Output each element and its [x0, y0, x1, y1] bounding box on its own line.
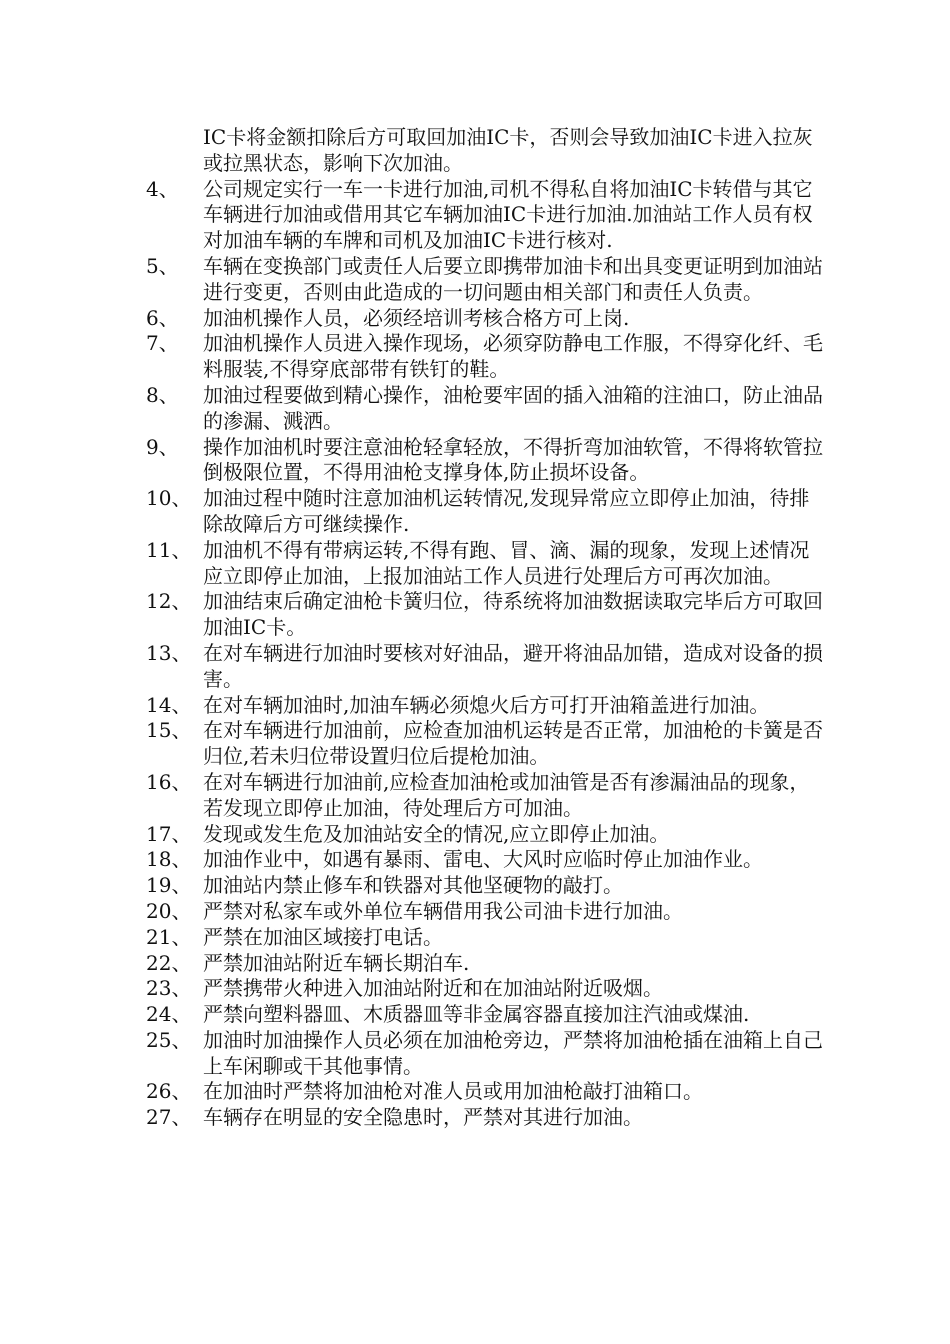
list-item-text: 加油结束后确定油枪卡簧归位，待系统将加油数据读取完毕后方可取回加油IC卡。	[203, 589, 823, 640]
list-item-number: 27、	[146, 1105, 192, 1130]
list-item	[146, 383, 826, 435]
list-item-number: 17、	[146, 821, 192, 846]
list-item-text: 加油过程要做到精心操作，油枪要牢固的插入油箱的注油口，防止油品的渗漏、溅洒。	[203, 382, 823, 433]
list-item-text: 加油站内禁止修车和铁器对其他坚硬物的敲打。	[203, 873, 623, 898]
list-item-number: 18、	[146, 847, 192, 872]
document-body	[146, 125, 826, 1131]
list-item-number: 14、	[146, 692, 192, 717]
list-item	[146, 177, 826, 254]
list-item	[146, 822, 826, 848]
list-item-number: 6、	[146, 305, 179, 330]
list-item-number: 4、	[146, 176, 179, 201]
list-item-number: 20、	[146, 898, 192, 923]
list-item-text: 在加油时严禁将加油枪对准人员或用加油枪敲打油箱口。	[203, 1079, 703, 1104]
list-item-text: 严禁加油站附近车辆长期泊车.	[203, 950, 470, 975]
list-item-text: 操作加油机时要注意油枪轻拿轻放，不得折弯加油软管，不得将软管拉倒极限位置，不得用油枪支撑身体,防止损坏设备。	[203, 434, 823, 485]
list-item	[146, 873, 826, 899]
list-item	[146, 847, 826, 873]
list-item	[146, 306, 826, 332]
list-item	[146, 770, 826, 822]
list-item-text: 车辆在变换部门或责任人后要立即携带加油卡和出具变更证明到加油站进行变更，否则由此造成的一切问题由相关部门和责任人负责。	[203, 253, 823, 304]
list-item-number: 23、	[146, 976, 192, 1001]
list-item-text: 严禁对私家车或外单位车辆借用我公司油卡进行加油。	[203, 898, 683, 923]
list-item	[146, 976, 826, 1002]
list-item-text: 加油机不得有带病运转,不得有跑、冒、滴、漏的现象，发现上述情况应立即停止加油，上报加油站工作人员进行处理后方可再次加油。	[203, 537, 810, 588]
list-item	[146, 693, 826, 719]
list-item-number: 11、	[146, 537, 192, 562]
list-item-text: 加油时加油操作人员必须在加油枪旁边，严禁将加油枪插在油箱上自己上车闲聊或干其他事情。	[203, 1027, 823, 1078]
list-item-text: 严禁在加油区域接打电话。	[203, 924, 443, 949]
list-item-text: 加油机操作人员进入操作现场，必须穿防静电工作服，不得穿化纤、毛料服装,不得穿底部带有铁钉的鞋。	[203, 331, 823, 382]
list-item-text: 在对车辆进行加油前,应检查加油枪或加油管是否有渗漏油品的现象，若发现立即停止加油，待处理后方可加油。	[203, 769, 810, 820]
list-item	[146, 1079, 826, 1105]
list-item-text: 加油过程中随时注意加油机运转情况,发现异常应立即停止加油，待排除故障后方可继续操作.	[203, 486, 810, 536]
list-item-text: 发现或发生危及加油站安全的情况,应立即停止加油。	[203, 821, 670, 846]
list-item	[146, 331, 826, 383]
list-item-number: 21、	[146, 924, 192, 949]
list-item-number: 16、	[146, 769, 192, 794]
list-item-text: 在对车辆进行加油前，应检查加油机运转是否正常，加油枪的卡簧是否归位,若未归位带设置归位后提枪加油。	[203, 718, 823, 769]
list-item-number: 22、	[146, 950, 192, 975]
list-item-number: 15、	[146, 718, 192, 743]
list-item	[146, 486, 826, 538]
list-item-number: 25、	[146, 1027, 192, 1052]
list-item-text: 在对车辆进行加油时要核对好油品，避开将油品加错，造成对设备的损害。	[203, 640, 823, 691]
list-item	[146, 538, 826, 590]
list-item-number: 12、	[146, 589, 192, 614]
list-item-text: 车辆存在明显的安全隐患时，严禁对其进行加油。	[203, 1105, 643, 1130]
list-item	[146, 951, 826, 977]
list-item-number: 7、	[146, 331, 179, 356]
list-item-text: 公司规定实行一车一卡进行加油,司机不得私自将加油IC卡转借与其它车辆进行加油或借用其它车辆加油IC卡进行加油.加油站工作人员有权对加油车辆的车牌和司机及加油IC卡进行核对.	[203, 176, 813, 253]
continuation-paragraph: IC卡将金额扣除后方可取回加油IC卡，否则会导致加油IC卡进入拉灰或拉黑状态，影响下次加油。	[203, 125, 813, 175]
list-item-number: 5、	[146, 253, 179, 278]
rules-list	[146, 177, 826, 1131]
list-item-text: 加油作业中，如遇有暴雨、雷电、大风时应临时停止加油作业。	[203, 847, 763, 872]
list-item-number: 24、	[146, 1002, 192, 1027]
list-item	[146, 1028, 826, 1080]
list-item-text: 严禁携带火种进入加油站附近和在加油站附近吸烟。	[203, 976, 663, 1001]
list-item	[146, 254, 826, 306]
list-item	[146, 1002, 826, 1028]
list-item-number: 19、	[146, 873, 192, 898]
list-item	[146, 641, 826, 693]
list-item-text: 严禁向塑料器皿、木质器皿等非金属容器直接加注汽油或煤油.	[203, 1002, 750, 1027]
list-item-number: 26、	[146, 1079, 192, 1104]
list-item-number: 9、	[146, 434, 179, 459]
list-item	[146, 1105, 826, 1131]
list-item	[146, 718, 826, 770]
list-item-number: 8、	[146, 382, 179, 407]
list-item-number: 10、	[146, 486, 192, 511]
list-item	[146, 435, 826, 487]
list-item-number: 13、	[146, 640, 192, 665]
list-item	[146, 925, 826, 951]
list-item	[146, 899, 826, 925]
list-item	[146, 589, 826, 641]
list-item-text: 在对车辆加油时,加油车辆必须熄火后方可打开油箱盖进行加油。	[203, 692, 770, 717]
list-item-text: 加油机操作人员，必须经培训考核合格方可上岗.	[203, 305, 630, 330]
